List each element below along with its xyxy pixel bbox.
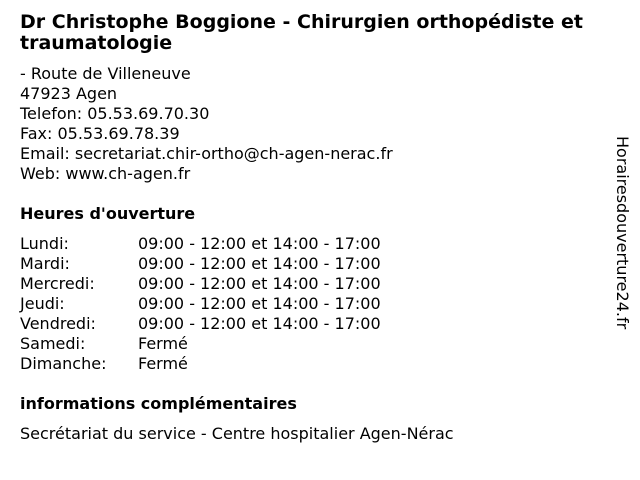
hours-value: 09:00 - 12:00 et 14:00 - 17:00	[138, 274, 381, 293]
day-label: Lundi:	[20, 234, 69, 253]
web-line: Web: www.ch-agen.fr	[20, 164, 191, 183]
day-label: Mardi:	[20, 254, 70, 273]
day-label: Jeudi:	[20, 294, 65, 313]
day-label: Dimanche:	[20, 354, 107, 373]
address-street: - Route de Villeneuve	[20, 64, 191, 83]
page-title: Dr Christophe Boggione - Chirurgien orthopédiste et traumatologie	[20, 11, 583, 54]
address-city: 47923 Agen	[20, 84, 118, 103]
email-line: Email: secretariat.chir-ortho@ch-agen-nerac.fr	[20, 144, 393, 163]
hours-value: 09:00 - 12:00 et 14:00 - 17:00	[138, 234, 381, 253]
hours-value: 09:00 - 12:00 et 14:00 - 17:00	[138, 254, 381, 273]
day-label: Vendredi:	[20, 314, 96, 333]
day-label: Samedi:	[20, 334, 86, 353]
hours-value: 09:00 - 12:00 et 14:00 - 17:00	[138, 294, 381, 313]
address-block	[20, 64, 393, 184]
day-label: Mercredi:	[20, 274, 95, 293]
site-watermark: Horairesdouverture24.fr	[613, 136, 632, 330]
phone-line: Telefon: 05.53.69.70.30	[20, 104, 210, 123]
hours-value: Fermé	[138, 354, 188, 373]
hours-value: 09:00 - 12:00 et 14:00 - 17:00	[138, 314, 381, 333]
fax-line: Fax: 05.53.69.78.39	[20, 124, 180, 143]
additional-info-text: Secrétariat du service - Centre hospitalier Agen-Nérac	[20, 424, 454, 443]
hours-value: Fermé	[138, 334, 188, 353]
additional-info-heading: informations complémentaires	[20, 394, 297, 413]
opening-hours-heading: Heures d'ouverture	[20, 204, 196, 223]
